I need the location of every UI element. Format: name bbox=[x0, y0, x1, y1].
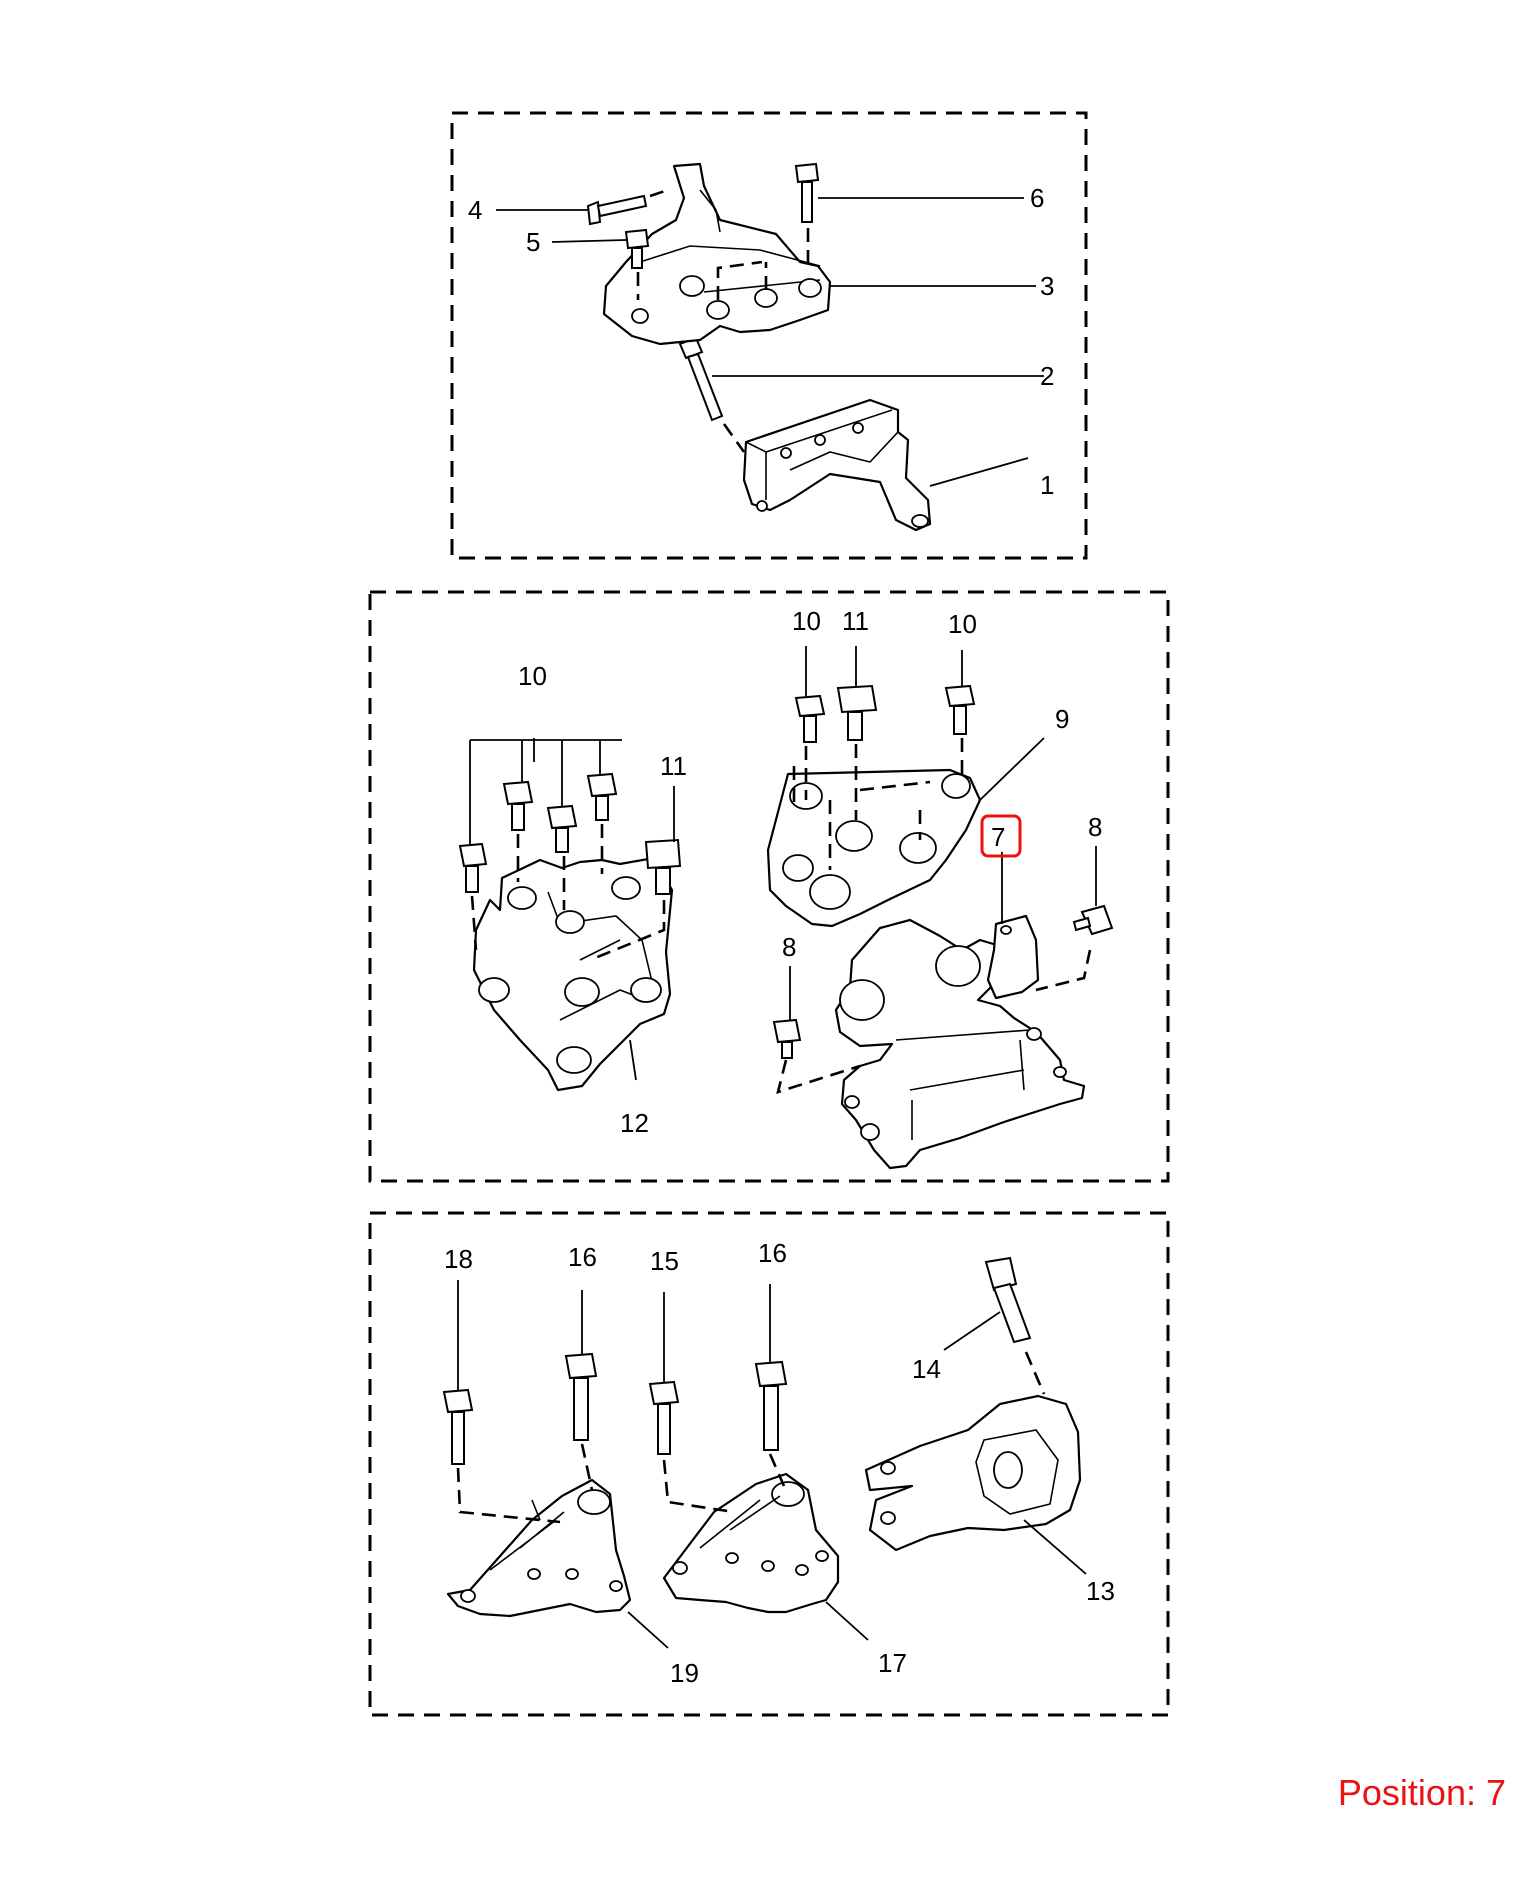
part-17-bracket[interactable] bbox=[664, 1474, 838, 1612]
callout-11-left: 11 bbox=[660, 751, 687, 781]
callout-14: 14 bbox=[912, 1354, 941, 1384]
part-16-bolt-right[interactable] bbox=[756, 1362, 786, 1450]
part-7-mount[interactable] bbox=[836, 916, 1084, 1168]
callout-10-right-b: 10 bbox=[948, 609, 977, 639]
part-18-bolt[interactable] bbox=[444, 1390, 472, 1464]
callout-8-left: 8 bbox=[782, 932, 797, 962]
part-10-bolt-right-b[interactable] bbox=[946, 686, 974, 734]
position-indicator: Position: 7 bbox=[1337, 1772, 1506, 1813]
part-1-bracket[interactable] bbox=[744, 400, 930, 530]
part-6-bolt[interactable] bbox=[796, 164, 818, 272]
callout-9: 9 bbox=[1055, 704, 1070, 734]
callout-12: 12 bbox=[620, 1108, 649, 1138]
callout-11-right: 11 bbox=[842, 606, 869, 636]
part-4-bolt[interactable] bbox=[588, 190, 668, 224]
callout-16-right: 16 bbox=[758, 1238, 787, 1268]
callout-16-left: 16 bbox=[568, 1242, 597, 1272]
callout-2: 2 bbox=[1040, 361, 1055, 391]
part-13-mount[interactable] bbox=[866, 1396, 1080, 1550]
part-11-bolt-right[interactable] bbox=[838, 686, 876, 740]
callout-18: 18 bbox=[444, 1244, 473, 1274]
callout-10-right-a: 10 bbox=[792, 606, 821, 636]
callout-15: 15 bbox=[650, 1246, 679, 1276]
callout-3: 3 bbox=[1040, 271, 1055, 301]
part-12-bracket[interactable] bbox=[474, 858, 672, 1090]
callout-8-right: 8 bbox=[1088, 812, 1103, 842]
part-15-bolt[interactable] bbox=[650, 1382, 678, 1454]
part-8-bolt-right[interactable] bbox=[1074, 906, 1112, 934]
part-8-bolt-left[interactable] bbox=[774, 1020, 800, 1058]
callout-4: 4 bbox=[468, 195, 483, 225]
part-9-plate[interactable] bbox=[768, 770, 980, 926]
callout-7: 7 bbox=[991, 822, 1006, 852]
part-16-bolt-left[interactable] bbox=[566, 1354, 596, 1440]
part-10-bolt-right-a[interactable] bbox=[796, 696, 824, 742]
callout-5: 5 bbox=[526, 227, 541, 257]
callout-1: 1 bbox=[1040, 470, 1055, 500]
callout-19: 19 bbox=[670, 1658, 699, 1688]
callout-13: 13 bbox=[1086, 1576, 1115, 1606]
part-14-bolt[interactable] bbox=[986, 1258, 1044, 1394]
callout-17: 17 bbox=[878, 1648, 907, 1678]
callout-10-left: 10 bbox=[518, 661, 547, 691]
callout-6: 6 bbox=[1030, 183, 1045, 213]
part-19-bracket[interactable] bbox=[448, 1480, 630, 1616]
part-2-long-bolt[interactable] bbox=[680, 338, 744, 452]
